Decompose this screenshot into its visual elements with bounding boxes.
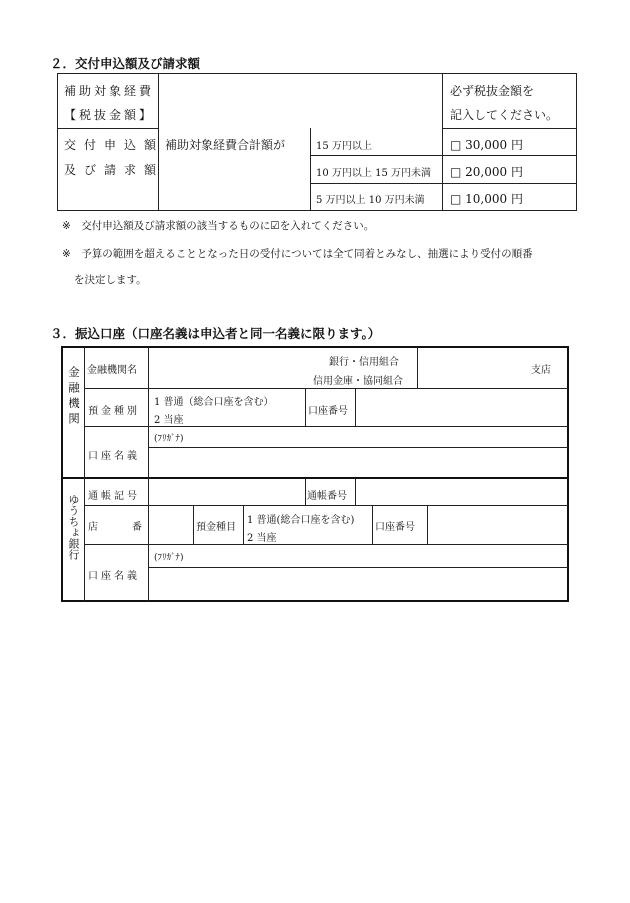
account-name-label: 口座名義 [88,451,140,462]
branch-suffix: 支店 [531,365,551,376]
yucho-group-label: ゆうちょ銀行 [67,494,80,560]
furigana-input[interactable] [149,427,568,447]
deposit-type-label: 預金種別 [88,406,140,417]
tier-amount-checkbox[interactable]: □ 30,000 円 [450,138,523,152]
section3-heading: ３．振込口座（口座名義は申込者と同一名義に限ります。） [50,326,381,341]
note-line: を決定します。 [74,274,147,286]
furigana-label: (ﾌﾘｶﾞﾅ) [154,434,184,444]
passbook-number-label: 通帳番号 [307,491,347,502]
yucho-deposit-option-ordinary[interactable]: 1 普通(総合口座を含む) [247,515,355,526]
note-line: ※ 交付申込額及び請求額の該当するものに☑を入れてください。 [62,220,375,232]
subsidy-label-line2: 【税抜金額】 [64,108,155,122]
yucho-deposit-option-current[interactable]: 2 当座 [247,533,277,544]
tier-condition: 10 万円以上 15 万円未満 [316,168,431,179]
yucho-furigana-input[interactable] [149,545,568,567]
passbook-symbol-input[interactable] [149,479,305,505]
bank-group-label: 金融機関 [67,366,81,428]
total-label: 補助対象経費合計額が [165,138,286,152]
tax-note-line2: 記入してください。 [450,108,559,122]
yucho-account-number-label: 口座番号 [375,522,415,533]
tier-condition: 15 万円以上 [316,141,372,152]
account-name-input[interactable] [149,448,568,477]
yucho-branch-label: 店番 [88,522,176,533]
passbook-number-input[interactable] [356,479,568,505]
apply-label-line1: 交付申込額 [64,138,165,152]
account-number-label: 口座番号 [308,406,348,417]
tier-amount-checkbox[interactable]: □ 10,000 円 [450,192,523,206]
yucho-account-name-label: 口座名義 [88,571,140,582]
apply-label-line2: 及び請求額 [64,163,165,177]
bank-type-line1: 銀行・信用組合 [329,357,399,368]
tier-condition: 5 万円以上 10 万円未満 [316,195,425,206]
account-number-input[interactable] [356,389,568,426]
subsidy-label-line1: 補助対象経費 [64,84,155,98]
institution-label: 金融機関名 [87,365,137,376]
note-line: ※ 予算の範囲を超えることとなった日の受付については全て同着とみなし、抽選により受付の順番 [62,248,533,260]
yucho-account-number-input[interactable] [428,506,568,544]
yucho-furigana-label: (ﾌﾘｶﾞﾅ) [154,553,184,563]
deposit-option-current[interactable]: 2 当座 [154,415,184,426]
section2-heading: ２．交付申込額及び請求額 [50,56,201,71]
yucho-branch-input[interactable] [149,506,193,544]
bank-type-line2: 信用金庫・協同組合 [313,376,403,387]
yucho-deposit-type-label: 預金種目 [196,522,236,533]
tier-amount-checkbox[interactable]: □ 20,000 円 [450,165,523,179]
yucho-account-name-input[interactable] [149,568,568,600]
deposit-option-ordinary[interactable]: 1 普通（総合口座を含む） [154,397,274,408]
tax-note-line1: 必ず税抜金額を [450,84,535,98]
passbook-symbol-label: 通帳記号 [88,491,140,502]
